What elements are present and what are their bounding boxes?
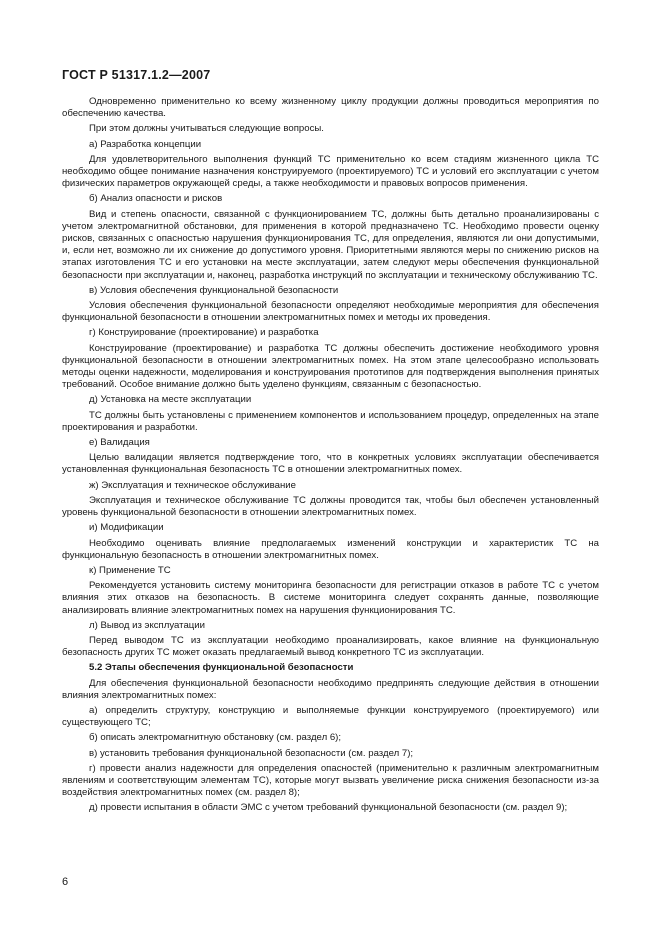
page-body [62, 96, 599, 818]
list-heading: к) Применение ТС [89, 564, 171, 576]
paragraph: ТС должны быть установлены с применением компонентов и использованием процедур, определенных на этапе проектирования и разработки. [62, 409, 599, 433]
list-heading: в) Условия обеспечения функциональной безопасности [89, 284, 339, 296]
section-heading: 5.2 Этапы обеспечения функциональной безопасности [89, 662, 354, 674]
list-heading: г) Конструирование (проектирование) и разработка [89, 327, 319, 339]
list-item: а) определить структуру, конструкцию и выполняемые функции конструируемого (проектируемого) или существующего ТС; [62, 704, 599, 729]
paragraph: Рекомендуется установить систему мониторинга безопасности для регистрации отказов в работе ТС с учетом влияния этих отказов на безопасность. В системе мониторинга следует сохранять данные, позволяющие анализировать влияние электромагнитных помех на нарушения функционирования ТС. [62, 580, 599, 616]
list-heading: б) Анализ опасности и рисков [89, 193, 223, 205]
list-heading: и) Модификации [89, 522, 164, 534]
paragraph: Вид и степень опасности, связанной с функционированием ТС, должны быть детально проанализированы с учетом электромагнитной обстановки, для применения в которой предназначено ТС. Необходимо провести оценку рисков, связанных с опасностью нарушения функционирования ТС, для определения, являются ли они допустимыми, и, если нет, возможно ли их снижение до допустимого уровня. Приоритетными являются меры по снижению рисков на этапах изготовления ТС и его установки на месте эксплуатации, затем следуют меры обеспечения функциональной безопасности при эксплуатации и, наконец, разработка инструкций по эксплуатации и техническому обслуживанию ТС. [62, 208, 599, 281]
paragraph: Для обеспечения функциональной безопасности необходимо предпринять следующие действия в отношении влияния электромагнитных помех: [62, 677, 599, 701]
paragraph: Необходимо оценивать влияние предполагаемых изменений конструкции и характеристик ТС на функциональную безопасность в отношении электромагнитных помех. [62, 537, 599, 561]
list-heading: е) Валидация [89, 437, 150, 449]
paragraph: Для удовлетворительного выполнения функций ТС применительно ко всем стадиям жизненного цикла ТС необходимо общее понимание назначения конструируемого (проектируемого) ТС и условий его эксплуатации с учетом физических параметров окружающей среды, а также необходимости и правовых вопросов применения. [62, 153, 599, 190]
paragraph: При этом должны учитываться следующие вопросы. [89, 123, 324, 135]
paragraph: Эксплуатация и техническое обслуживание ТС должны проводится так, чтобы был обеспечен установленный уровень функциональной безопасности в отношении электромагнитных помех. [62, 494, 599, 519]
list-heading: а) Разработка концепции [89, 138, 202, 150]
list-heading: ж) Эксплуатация и техническое обслуживание [89, 479, 296, 491]
list-item: в) установить требования функциональной безопасности (см. раздел 7); [89, 747, 414, 759]
paragraph: Конструирование (проектирование) и разработка ТС должны обеспечить достижение необходимого уровня функциональной безопасности в отношении электромагнитных помех. На этом этапе целесообразно использовать методы оценки надежности, моделирования и конструирования прототипов для подтверждения выполнения принятых требований. Особое внимание должно быть уделено функциям, связанным с безопасностью. [62, 342, 599, 391]
list-item: д) провести испытания в области ЭМС с учетом требований функциональной безопасности (см. раздел 9); [89, 802, 568, 814]
list-item: б) описать электромагнитную обстановку (см. раздел 6); [89, 732, 342, 744]
list-heading: л) Вывод из эксплуатации [89, 619, 205, 631]
list-item: г) провести анализ надежности для определения опасностей (применительно к различным электромагнитным явлениям и соответствующим элементам ТС), которые могут вызвать увеличение риска снижения безопасности из-за воздействия электромагнитных помех (см. раздел 8); [62, 762, 599, 799]
paragraph: Одновременно применительно ко всему жизненному циклу продукции должны проводиться мероприятия по обеспечению качества. [62, 96, 599, 120]
page-number: 6 [62, 876, 69, 888]
paragraph: Целью валидации является подтверждение того, что в конкретных условиях эксплуатации обеспечивается установленная функциональная безопасность ТС в отношении электромагнитных помех. [62, 452, 599, 476]
document-header: ГОСТ Р 51317.1.2—2007 [62, 68, 211, 82]
paragraph: Условия обеспечения функциональной безопасности определяют необходимые мероприятия для обеспечения функциональной безопасности в отношении электромагнитных помех и методы их проведения. [62, 300, 599, 324]
list-heading: д) Установка на месте эксплуатации [89, 394, 252, 406]
paragraph: Перед выводом ТС из эксплуатации необходимо проанализировать, какое влияние на функциональную безопасность других ТС может оказать предлагаемый вывод конкретного ТС из эксплуатации. [62, 634, 599, 659]
